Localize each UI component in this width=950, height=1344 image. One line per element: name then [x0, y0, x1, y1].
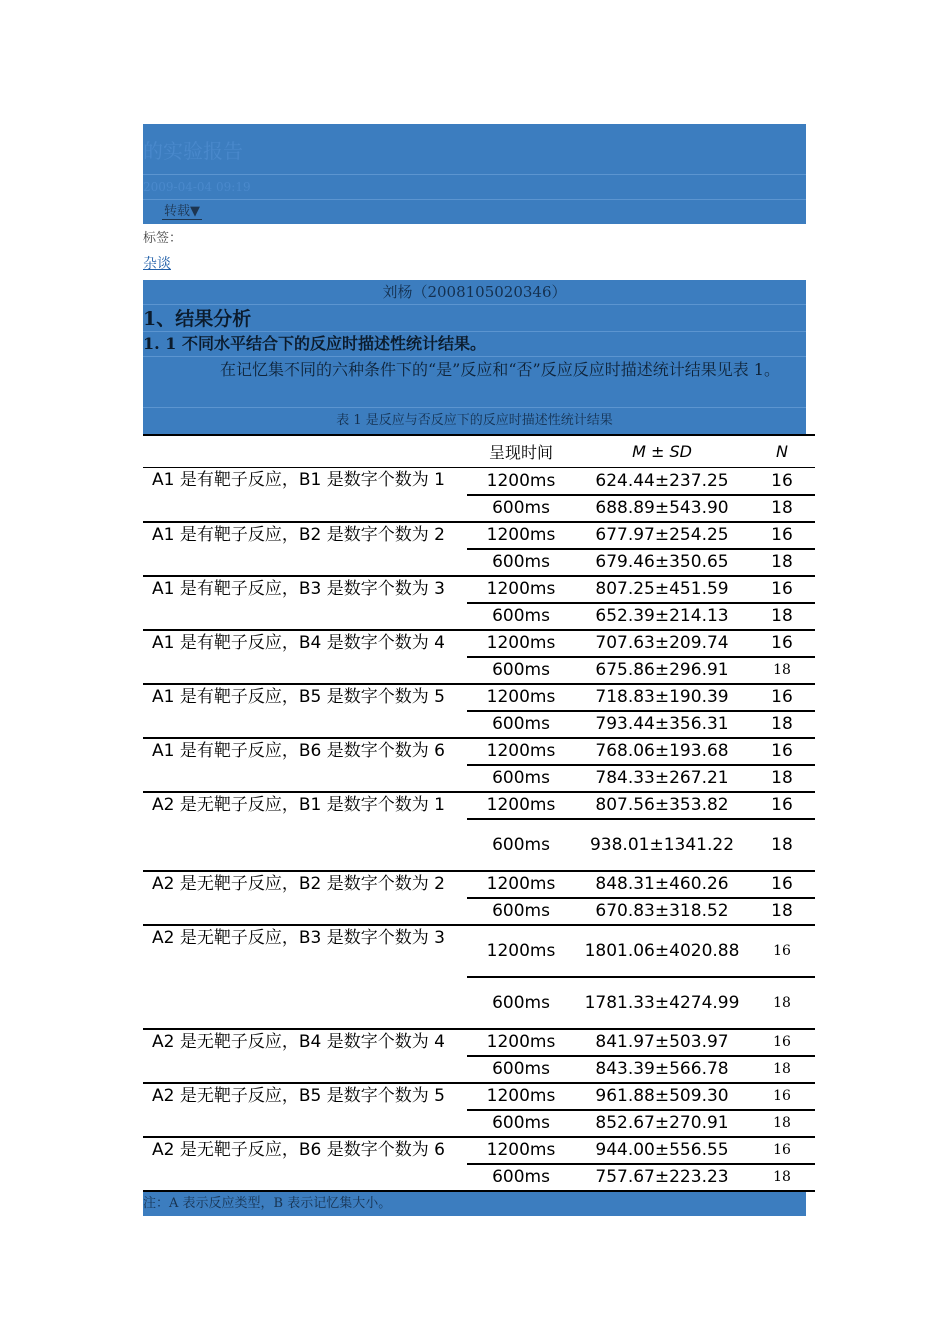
condition-cell: A1 是有靶子反应，B3 是数字个数为 3 [143, 576, 467, 630]
n-cell: 18 [749, 819, 815, 871]
header-time: 呈现时间 [467, 435, 575, 468]
msd-cell: 624.44±237.25 [575, 468, 749, 495]
table-row [143, 1029, 815, 1056]
repost-bar [143, 200, 806, 224]
msd-cell: 793.44±356.31 [575, 711, 749, 738]
condition-cell: A2 是无靶子反应，B2 是数字个数为 2 [143, 871, 467, 925]
n-cell: 18 [749, 603, 815, 630]
time-cell: 1200ms [467, 630, 575, 657]
time-cell: 1200ms [467, 684, 575, 711]
time-cell: 600ms [467, 819, 575, 871]
n-cell: 16 [749, 925, 815, 977]
n-cell: 18 [749, 495, 815, 522]
results-table [143, 434, 815, 1192]
repost-button[interactable]: 转载▼ [164, 204, 200, 219]
msd-cell: 944.00±556.55 [575, 1137, 749, 1164]
n-cell: 16 [749, 1083, 815, 1110]
time-cell: 1200ms [467, 522, 575, 549]
report-body [143, 280, 806, 1216]
msd-cell: 784.33±267.21 [575, 765, 749, 792]
msd-cell: 757.67±223.23 [575, 1164, 749, 1191]
msd-cell: 848.31±460.26 [575, 871, 749, 898]
msd-cell: 843.39±566.78 [575, 1056, 749, 1083]
msd-cell: 679.46±350.65 [575, 549, 749, 576]
n-cell: 18 [749, 1056, 815, 1083]
n-cell: 16 [749, 738, 815, 765]
msd-cell: 807.56±353.82 [575, 792, 749, 819]
table-row [143, 1137, 815, 1164]
n-cell: 18 [749, 1164, 815, 1191]
n-cell: 18 [749, 977, 815, 1029]
table-row [143, 738, 815, 765]
table-row [143, 792, 815, 819]
condition-cell: A2 是无靶子反应，B6 是数字个数为 6 [143, 1137, 467, 1191]
table-row [143, 576, 815, 603]
n-cell: 16 [749, 871, 815, 898]
time-cell: 600ms [467, 898, 575, 925]
msd-cell: 707.63±209.74 [575, 630, 749, 657]
msd-cell: 841.97±503.97 [575, 1029, 749, 1056]
time-cell: 1200ms [467, 738, 575, 765]
table-row [143, 630, 815, 657]
n-cell: 16 [749, 630, 815, 657]
msd-cell: 675.86±296.91 [575, 657, 749, 684]
time-cell: 600ms [467, 1056, 575, 1083]
table-row [143, 468, 815, 495]
time-cell: 600ms [467, 495, 575, 522]
header-condition [143, 435, 467, 468]
n-cell: 16 [749, 1029, 815, 1056]
msd-cell: 807.25±451.59 [575, 576, 749, 603]
subsection-heading: 1. 1 不同水平结合下的反应时描述性统计结果。 [143, 332, 806, 357]
msd-cell: 652.39±214.13 [575, 603, 749, 630]
table-row [143, 871, 815, 898]
n-cell: 16 [749, 1137, 815, 1164]
time-cell: 600ms [467, 1164, 575, 1191]
n-cell: 18 [749, 711, 815, 738]
msd-cell: 852.67±270.91 [575, 1110, 749, 1137]
post-title: 的实验报告 [143, 124, 806, 175]
time-cell: 1200ms [467, 1137, 575, 1164]
time-cell: 600ms [467, 549, 575, 576]
msd-cell: 768.06±193.68 [575, 738, 749, 765]
table-row [143, 925, 815, 977]
blog-post [143, 124, 806, 1216]
table-header-row [143, 435, 815, 468]
header-msd: M ± SD [575, 435, 749, 468]
condition-cell: A1 是有靶子反应，B6 是数字个数为 6 [143, 738, 467, 792]
time-cell: 600ms [467, 765, 575, 792]
time-cell: 1200ms [467, 925, 575, 977]
condition-cell: A2 是无靶子反应，B5 是数字个数为 5 [143, 1083, 467, 1137]
n-cell: 16 [749, 684, 815, 711]
time-cell: 600ms [467, 603, 575, 630]
table-row [143, 522, 815, 549]
time-cell: 1200ms [467, 792, 575, 819]
time-cell: 1200ms [467, 1029, 575, 1056]
tags-label: 标签： [143, 231, 183, 246]
table-row [143, 684, 815, 711]
msd-cell: 1781.33±4274.99 [575, 977, 749, 1029]
time-cell: 600ms [467, 1110, 575, 1137]
condition-cell: A2 是无靶子反应，B1 是数字个数为 1 [143, 792, 467, 871]
msd-cell: 670.83±318.52 [575, 898, 749, 925]
n-cell: 16 [749, 576, 815, 603]
section-heading: 1、结果分析 [143, 305, 806, 332]
msd-cell: 1801.06±4020.88 [575, 925, 749, 977]
time-cell: 1200ms [467, 871, 575, 898]
intro-paragraph: 在记忆集不同的六种条件下的“是”反应和“否”反应反应时描述统计结果见表 1。 [143, 357, 806, 408]
time-cell: 600ms [467, 657, 575, 684]
n-cell: 18 [749, 1110, 815, 1137]
n-cell: 16 [749, 522, 815, 549]
tag-link-zatan[interactable]: 杂谈 [143, 256, 171, 272]
n-cell: 18 [749, 549, 815, 576]
n-cell: 18 [749, 657, 815, 684]
condition-cell: A2 是无靶子反应，B4 是数字个数为 4 [143, 1029, 467, 1083]
msd-cell: 961.88±509.30 [575, 1083, 749, 1110]
condition-cell: A1 是有靶子反应，B4 是数字个数为 4 [143, 630, 467, 684]
condition-cell: A1 是有靶子反应，B2 是数字个数为 2 [143, 522, 467, 576]
n-cell: 18 [749, 765, 815, 792]
time-cell: 600ms [467, 711, 575, 738]
n-cell: 16 [749, 468, 815, 495]
n-cell: 16 [749, 792, 815, 819]
msd-cell: 688.89±543.90 [575, 495, 749, 522]
condition-cell: A1 是有靶子反应，B5 是数字个数为 5 [143, 684, 467, 738]
msd-cell: 677.97±254.25 [575, 522, 749, 549]
time-cell: 1200ms [467, 1083, 575, 1110]
header-n: N [749, 435, 815, 468]
n-cell: 18 [749, 898, 815, 925]
condition-cell: A1 是有靶子反应，B1 是数字个数为 1 [143, 468, 467, 522]
time-cell: 1200ms [467, 576, 575, 603]
msd-cell: 718.83±190.39 [575, 684, 749, 711]
condition-cell: A2 是无靶子反应，B3 是数字个数为 3 [143, 925, 467, 1029]
time-cell: 600ms [467, 977, 575, 1029]
time-cell: 1200ms [467, 468, 575, 495]
table-caption: 表 1 是反应与否反应下的反应时描述性统计结果 [143, 408, 806, 434]
table-note: 注：A 表示反应类型，B 表示记忆集大小。 [143, 1192, 806, 1216]
author-line: 刘杨（2008105020346） [143, 280, 806, 305]
post-date: 2009-04-04 09:19 [143, 175, 806, 200]
table-row [143, 1083, 815, 1110]
msd-cell: 938.01±1341.22 [575, 819, 749, 871]
